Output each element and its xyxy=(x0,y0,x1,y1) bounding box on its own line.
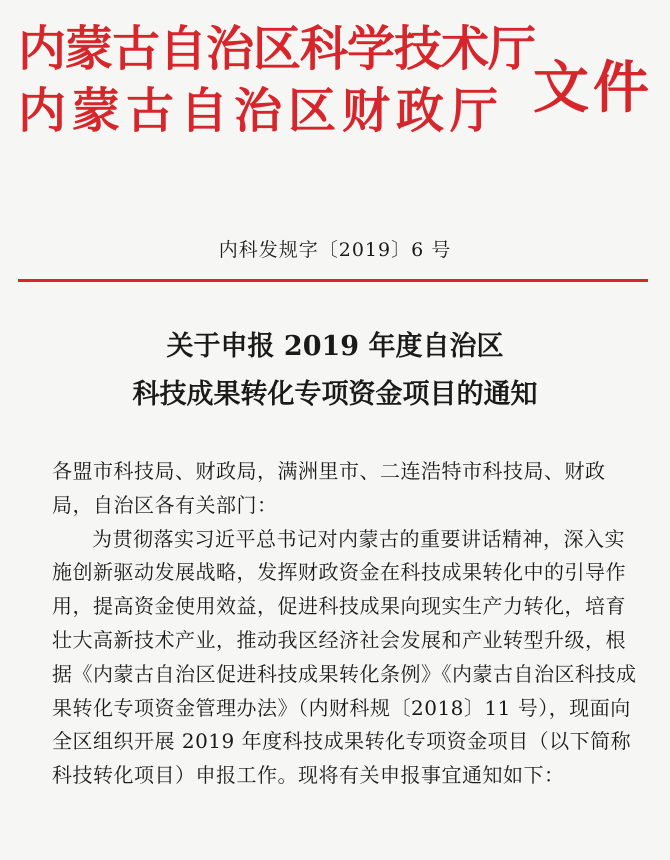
red-divider xyxy=(18,279,648,282)
recipients: 各盟市科技局、财政局，满洲里市、二连浩特市科技局、财政局，自治区各有关部门： xyxy=(52,459,606,517)
title-line-1: 关于申报 2019 年度自治区 xyxy=(166,331,504,362)
issuer-line-2: 内蒙古自治区财政厅 xyxy=(18,83,505,139)
document-header xyxy=(18,20,658,160)
body-paragraph: 为贯彻落实习近平总书记对内蒙古的重要讲话精神，深入实施创新驱动发展战略，发挥财政资金在科技成果转化中的引导作用，提高资金使用效益，促进科技成果向现实生产力转化，培育壮大高新技术产业，推动我区经济社会发展和产业转型升级，根据《内蒙古自治区促进科技成果转化条例》《内蒙古自治区科技成果转化专项资金管理办法》（内财科规〔2018〕11 号），现面向全区组织开展 2019 年度科技成果转化专项资金项目（以下简称科技转化项目）申报工作。现将有关申报事宜通知如下： xyxy=(52,526,637,788)
title-line-2: 科技成果转化专项资金项目的通知 xyxy=(132,379,538,410)
document-body xyxy=(52,455,638,793)
document-word: 文件 xyxy=(533,55,653,121)
issuer-line-1: 内蒙古自治区科学技术厅 xyxy=(18,21,536,77)
document-number: 内科发规字〔2019〕6 号 xyxy=(218,239,452,261)
